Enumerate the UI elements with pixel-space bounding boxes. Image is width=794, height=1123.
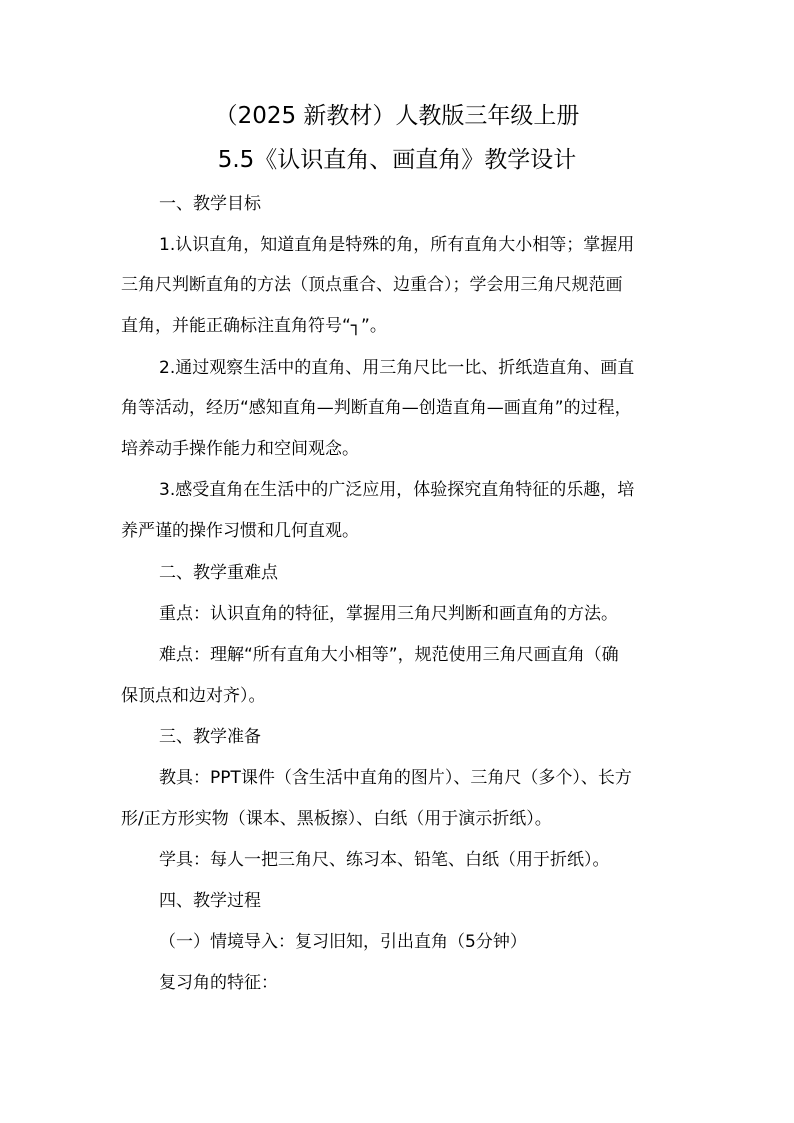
paragraph-line: 教具：PPT课件（含生活中直角的图片）、三角尺（多个）、长方 [159,768,632,788]
subsection-heading: （一）情境导入：复习旧知，引出直角（5分钟） [159,932,527,952]
paragraph-line: 2.通过观察生活中的直角、用三角尺比一比、折纸造直角、画直 [159,358,635,378]
section-heading-goals: 一、教学目标 [159,194,261,214]
paragraph-line: 直角，并能正确标注直角符号“┐”。 [121,316,387,336]
paragraph-line: 重点：认识直角的特征，掌握用三角尺判断和画直角的方法。 [159,604,618,624]
paragraph-line: 难点：理解“所有直角大小相等”，规范使用三角尺画直角（确 [159,645,619,665]
section-heading-process: 四、教学过程 [159,891,261,911]
section-heading-key-points: 二、教学重难点 [159,563,278,583]
paragraph-line: 形/正方形实物（课本、黑板擦）、白纸（用于演示折纸）。 [121,809,552,829]
paragraph-line: 1.认识直角，知道直角是特殊的角，所有直角大小相等；掌握用 [159,235,635,255]
paragraph-line: 保顶点和边对齐）。 [121,686,266,706]
paragraph-line: 学具：每人一把三角尺、练习本、铅笔、白纸（用于折纸）。 [159,850,610,870]
paragraph-line: 角等活动，经历“感知直角—判断直角—创造直角—画直角”的过程， [121,398,632,418]
paragraph-line: 复习角的特征： [159,973,278,993]
section-heading-preparation: 三、教学准备 [159,727,261,747]
paragraph-line: 养严谨的操作习惯和几何直观。 [121,521,359,541]
paragraph-line: 培养动手操作能力和空间观念。 [121,439,359,459]
paragraph-line: 三角尺判断直角的方法（顶点重合、边重合）；学会用三角尺规范画 [121,275,623,295]
paragraph-line: 3.感受直角在生活中的广泛应用，体验探究直角特征的乐趣，培 [159,480,635,500]
document-title-line1: （2025 新教材）人教版三年级上册 [214,103,580,129]
document-title-line2: 5.5《认识直角、画直角》教学设计 [217,147,577,173]
